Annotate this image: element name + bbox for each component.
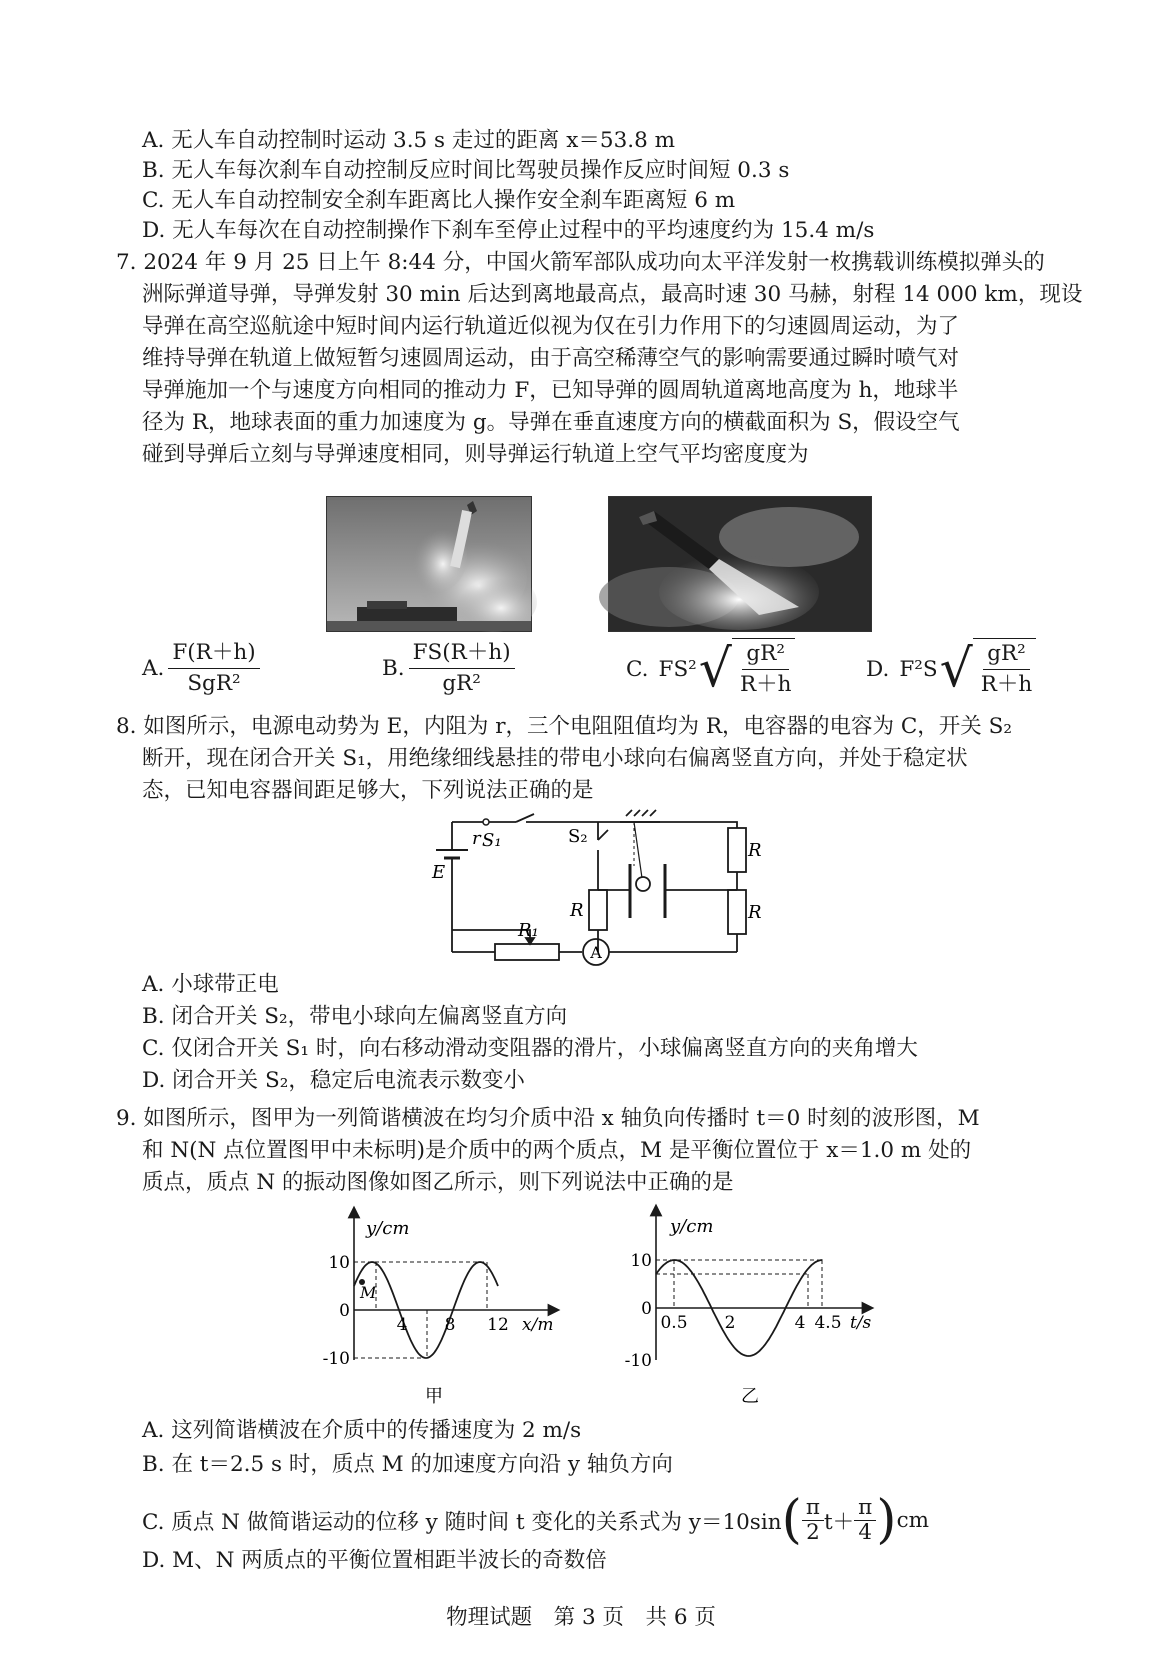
q6-option-a: A. 无人车自动控制时运动 3.5 s 走过的距离 x＝53.8 m (142, 128, 675, 153)
right-paren-icon: ) (876, 1490, 897, 1550)
yi-xtick-4-5: 4.5 (814, 1313, 842, 1333)
sqrt-sign-icon: √ (939, 639, 973, 699)
q7-option-d-denominator: R＋h (980, 672, 1033, 697)
q7-option-c-denominator: R＋h (739, 672, 792, 697)
q7-option-b-numerator: FS(R＋h) (409, 638, 515, 669)
yi-ylabel: y/cm (670, 1216, 714, 1237)
jia-xtick-8: 8 (444, 1315, 456, 1335)
q8-option-a: A. 小球带正电 (142, 972, 279, 997)
q9-option-b: B. 在 t＝2.5 s 时，质点 M 的加速度方向沿 y 轴负方向 (142, 1452, 673, 1477)
q9-c-num1: π (802, 1496, 824, 1521)
q9-line-3: 质点，质点 N 的振动图像如图乙所示，则下列说法中正确的是 (142, 1170, 734, 1195)
q7-option-c-label: C. (626, 656, 649, 682)
circuit-label-r-internal: r (472, 828, 481, 849)
q7-option-c (626, 638, 795, 700)
q7-option-a (142, 638, 260, 699)
jia-ytick-neg10: -10 (322, 1349, 350, 1369)
jia-point-label-m: M (360, 1283, 377, 1302)
q8-option-d: D. 闭合开关 S₂，稳定后电流表示数变小 (142, 1068, 525, 1093)
q8-line-2: 断开，现在闭合开关 S₁，用绝缘细线悬挂的带电小球向右偏离竖直方向，并处于稳定状 (142, 746, 968, 771)
jia-ylabel: y/cm (366, 1218, 410, 1239)
q6-option-d: D. 无人车每次在自动控制操作下刹车至停止过程中的平均速度约为 15.4 m/s (142, 218, 875, 243)
circuit-label-e: E (432, 862, 446, 883)
yi-caption: 乙 (741, 1386, 759, 1407)
circuit-label-r-left: R (570, 900, 584, 921)
q9-option-c-fraction-1 (802, 1496, 824, 1545)
yi-ytick-0: 0 (641, 1299, 652, 1319)
q7-option-a-label: A. (142, 656, 165, 681)
yi-ytick-10: 10 (630, 1251, 652, 1271)
left-paren-icon: ( (781, 1490, 802, 1550)
q9-line-1: 9. 如图所示，图甲为一列简谐横波在均匀介质中沿 x 轴负向传播时 t＝0 时刻的波形图，M (116, 1106, 980, 1131)
q7-option-c-fraction (736, 639, 796, 700)
q6-option-c: C. 无人车自动控制安全刹车距离比人操作安全刹车距离短 6 m (142, 188, 736, 213)
q7-line-3: 导弹在高空巡航途中短时间内运行轨道近似视为仅在引力作用下的匀速圆周运动，为了 (142, 314, 960, 339)
q7-option-d-sqrt (940, 638, 1037, 700)
q8-line-1: 8. 如图所示，电源电动势为 E，内阻为 r，三个电阻阻值均为 R，电容器的电容为 C，开关 S₂ (116, 714, 1012, 739)
q9-option-c-mid: t＋ (824, 1509, 855, 1535)
q9-c-den1: 2 (806, 1519, 820, 1545)
jia-xtick-12: 12 (487, 1315, 509, 1335)
jia-ytick-0: 0 (339, 1301, 350, 1321)
q7-option-c-prefix: FS² (658, 656, 697, 682)
q7-line-1: 7. 2024 年 9 月 25 日上午 8:44 分，中国火箭军部队成功向太平洋发射一枚携载训练模拟弹头的 (116, 250, 1045, 275)
q9-option-c (142, 1490, 930, 1550)
q7-option-a-denominator: SgR² (187, 671, 241, 696)
q7-line-7: 碰到导弹后立刻与导弹速度相同，则导弹运行轨道上空气平均密度度为 (142, 442, 809, 467)
q7-option-b-denominator: gR² (442, 671, 481, 696)
circuit-diagram (430, 806, 760, 964)
q7-option-b-label: B. (382, 656, 405, 681)
q7-option-b (382, 638, 515, 699)
q9-c-num2: π (854, 1496, 876, 1521)
yi-xtick-0-5: 0.5 (660, 1313, 688, 1333)
q7-option-d-label: D. (866, 656, 890, 682)
q7-line-5: 导弹施加一个与速度方向相同的推动力 F，已知导弹的圆周轨道离地高度为 h，地球半 (142, 378, 959, 403)
page-footer: 物理试题 第 3 页 共 6 页 (446, 1605, 716, 1630)
q9-option-c-unit: cm (896, 1507, 930, 1533)
q9-option-a: A. 这列简谐横波在介质中的传播速度为 2 m/s (142, 1418, 582, 1443)
ammeter-icon: A (590, 943, 602, 962)
q7-option-a-fraction (168, 638, 259, 699)
jia-ytick-10: 10 (328, 1253, 350, 1273)
jia-xlabel: x/m (522, 1315, 554, 1335)
q8-option-b: B. 闭合开关 S₂，带电小球向左偏离竖直方向 (142, 1004, 568, 1029)
q7-option-d-prefix: F²S (899, 656, 938, 682)
yi-ytick-neg10: -10 (624, 1351, 652, 1371)
jia-xtick-4: 4 (396, 1315, 408, 1335)
q7-option-a-numerator: F(R＋h) (168, 638, 259, 669)
yi-xtick-4: 4 (794, 1313, 806, 1333)
circuit-label-r-bottom: R (748, 902, 762, 923)
q8-line-3: 态，已知电容器间距足够大，下列说法正确的是 (142, 778, 594, 803)
q8-option-c: C. 仅闭合开关 S₁ 时，向右移动滑动变阻器的滑片，小球偏离竖直方向的夹角增大 (142, 1036, 918, 1061)
q9-option-c-text: C. 质点 N 做简谐运动的位移 y 随时间 t 变化的关系式为 y＝10sin (142, 1509, 782, 1535)
q7-option-b-fraction (409, 638, 515, 699)
yi-xlabel: t/s (850, 1313, 872, 1333)
wave-graph-jia (314, 1200, 594, 1410)
missile-flight-photo (608, 496, 872, 632)
circuit-label-s1: S₁ (482, 830, 502, 851)
q7-line-6: 径为 R，地球表面的重力加速度为 g。导弹在垂直速度方向的横截面积为 S，假设空气 (142, 410, 960, 435)
jia-caption: 甲 (425, 1386, 443, 1407)
q7-option-d (866, 638, 1036, 700)
q7-option-c-numerator: gR² (742, 639, 789, 670)
q7-option-d-numerator: gR² (983, 639, 1030, 670)
q9-option-c-fraction-2 (854, 1496, 876, 1545)
circuit-label-r1: R₁ (518, 920, 539, 941)
vibration-graph-yi (620, 1200, 900, 1410)
q7-line-2: 洲际弹道导弹，导弹发射 30 min 后达到离地最高点，最高时速 30 马赫，射程 14 000 km，现设 (142, 282, 1083, 307)
missile-launch-photo (326, 496, 532, 632)
q7-line-4: 维持导弹在轨道上做短暂匀速圆周运动，由于高空稀薄空气的影响需要通过瞬时喷气对 (142, 346, 960, 371)
circuit-label-s2: S₂ (568, 826, 588, 847)
q7-option-c-sqrt (699, 638, 796, 700)
sqrt-sign-icon: √ (698, 639, 732, 699)
q9-c-den2: 4 (858, 1519, 873, 1545)
yi-xtick-2: 2 (724, 1313, 736, 1333)
q7-option-d-fraction (977, 639, 1037, 700)
circuit-label-r-top: R (748, 840, 762, 861)
q9-line-2: 和 N(N 点位置图甲中未标明)是介质中的两个质点，M 是平衡位置位于 x＝1.0 m 处的 (142, 1138, 972, 1163)
q9-option-d: D. M、N 两质点的平衡位置相距半波长的奇数倍 (142, 1548, 607, 1573)
q6-option-b: B. 无人车每次刹车自动控制反应时间比驾驶员操作反应时间短 0.3 s (142, 158, 790, 183)
